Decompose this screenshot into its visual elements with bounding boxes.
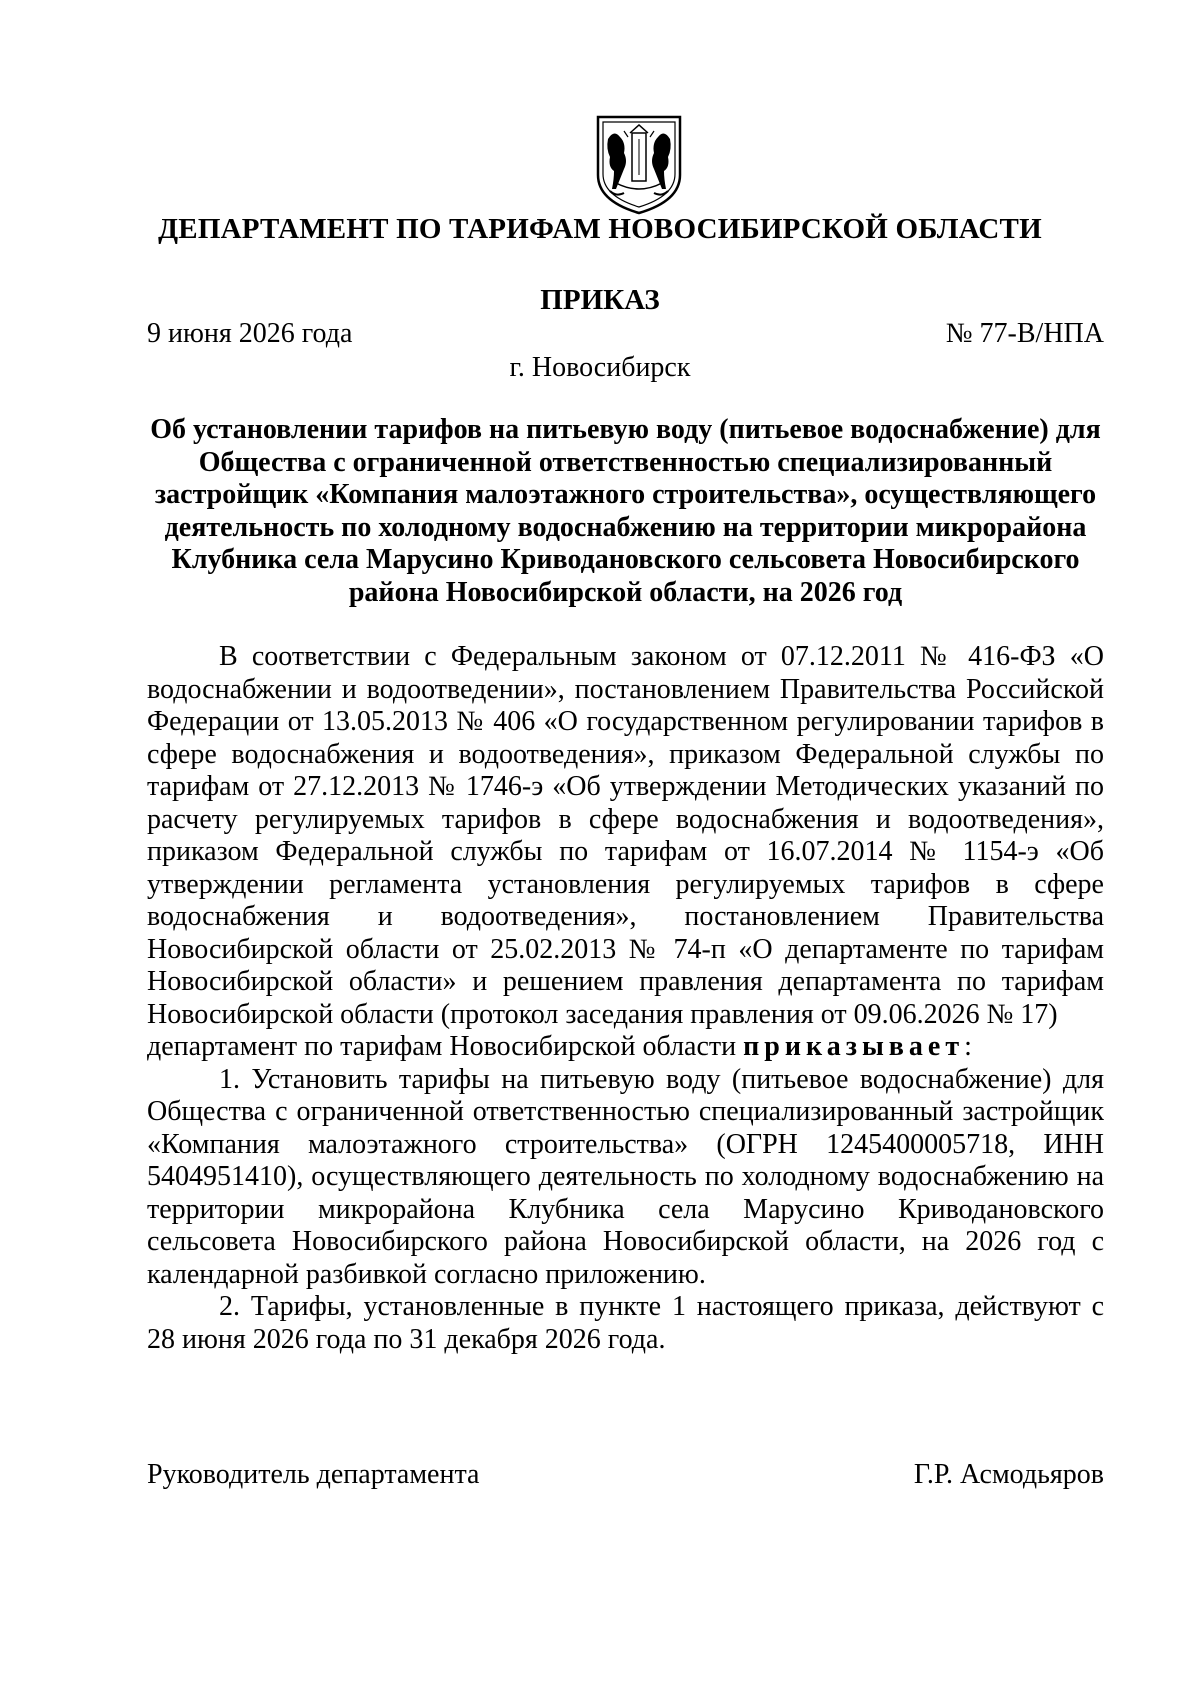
signature-position: Руководитель департамента — [147, 1459, 480, 1490]
signature-name: Г.Р. Асмодьяров — [913, 1459, 1104, 1490]
order-item-1: 1. Установить тарифы на питьевую воду (питьевое водоснабжение) для Общества с ограниченной ответственностью специализированный застройщик «Компания малоэтажного строительства» (ОГРН 1245400005718, ИНН 5404951410), осуществляющего деятельность по холодному водоснабжению на территории микрорайона Клубника села Марусино Криводановского сельсовета Новосибирского района Новосибирской области, на 2026 год с календарной разбивкой согласно приложению. — [147, 1063, 1104, 1290]
department-title: ДЕПАРТАМЕНТ ПО ТАРИФАМ НОВОСИБИРСКОЙ ОБЛАСТИ — [158, 213, 1042, 245]
orders-word: приказывает — [743, 1031, 965, 1062]
document-number: № 77-В/НПА — [945, 318, 1104, 349]
document-subject: Об установлении тарифов на питьевую воду (питьевое водоснабжение) для Общества с ограниченной ответственностью специализированный застройщик «Компания малоэтажного строительства», осуществляющего деятельность по холодному водоснабжению на территории микрорайона Клубника села Марусино Криводановского сельсовета Новосибирского района Новосибирской области, на 2026 год — [150, 414, 1101, 608]
document-type: ПРИКАЗ — [540, 284, 660, 316]
orders-prefix: департамент по тарифам Новосибирской области — [147, 1031, 737, 1062]
preamble-paragraph: В соответствии с Федеральным законом от 07.12.2011 № 416-ФЗ «О водоснабжении и водоотведении», постановлением Правительства Российской Федерации от 13.05.2013 № 406 «О государственном регулировании тарифов в сфере водоснабжения и водоотведения», приказом Федеральной службы по тарифам от 27.12.2013 № 1746-э «Об утверждении Методических указаний по расчету регулируемых тарифов в сфере водоснабжения и водоотведения», приказом Федеральной службы по тарифам от 16.07.2014 № 1154-э «Об утверждении регламента установления регулируемых тарифов в сфере водоснабжения и водоотведения», постановлением Правительства Новосибирской области от 25.02.2013 № 74-п «О департаменте по тарифам Новосибирской области» и решением правления департамента по тарифам Новосибирской области (протокол заседания правления от 09.06.2026 № 17) — [147, 641, 1104, 1030]
orders-suffix: : — [964, 1031, 972, 1062]
document-date: 9 июня 2026 года — [147, 318, 353, 349]
order-item-2: 2. Тарифы, установленные в пункте 1 настоящего приказа, действуют с 28 июня 2026 года по 31 декабря 2026 года. — [147, 1291, 1104, 1355]
document-city: г. Новосибирск — [509, 352, 691, 383]
document-body — [147, 641, 1104, 1356]
orders-line — [147, 1031, 1104, 1064]
coat-of-arms-icon — [594, 113, 684, 217]
